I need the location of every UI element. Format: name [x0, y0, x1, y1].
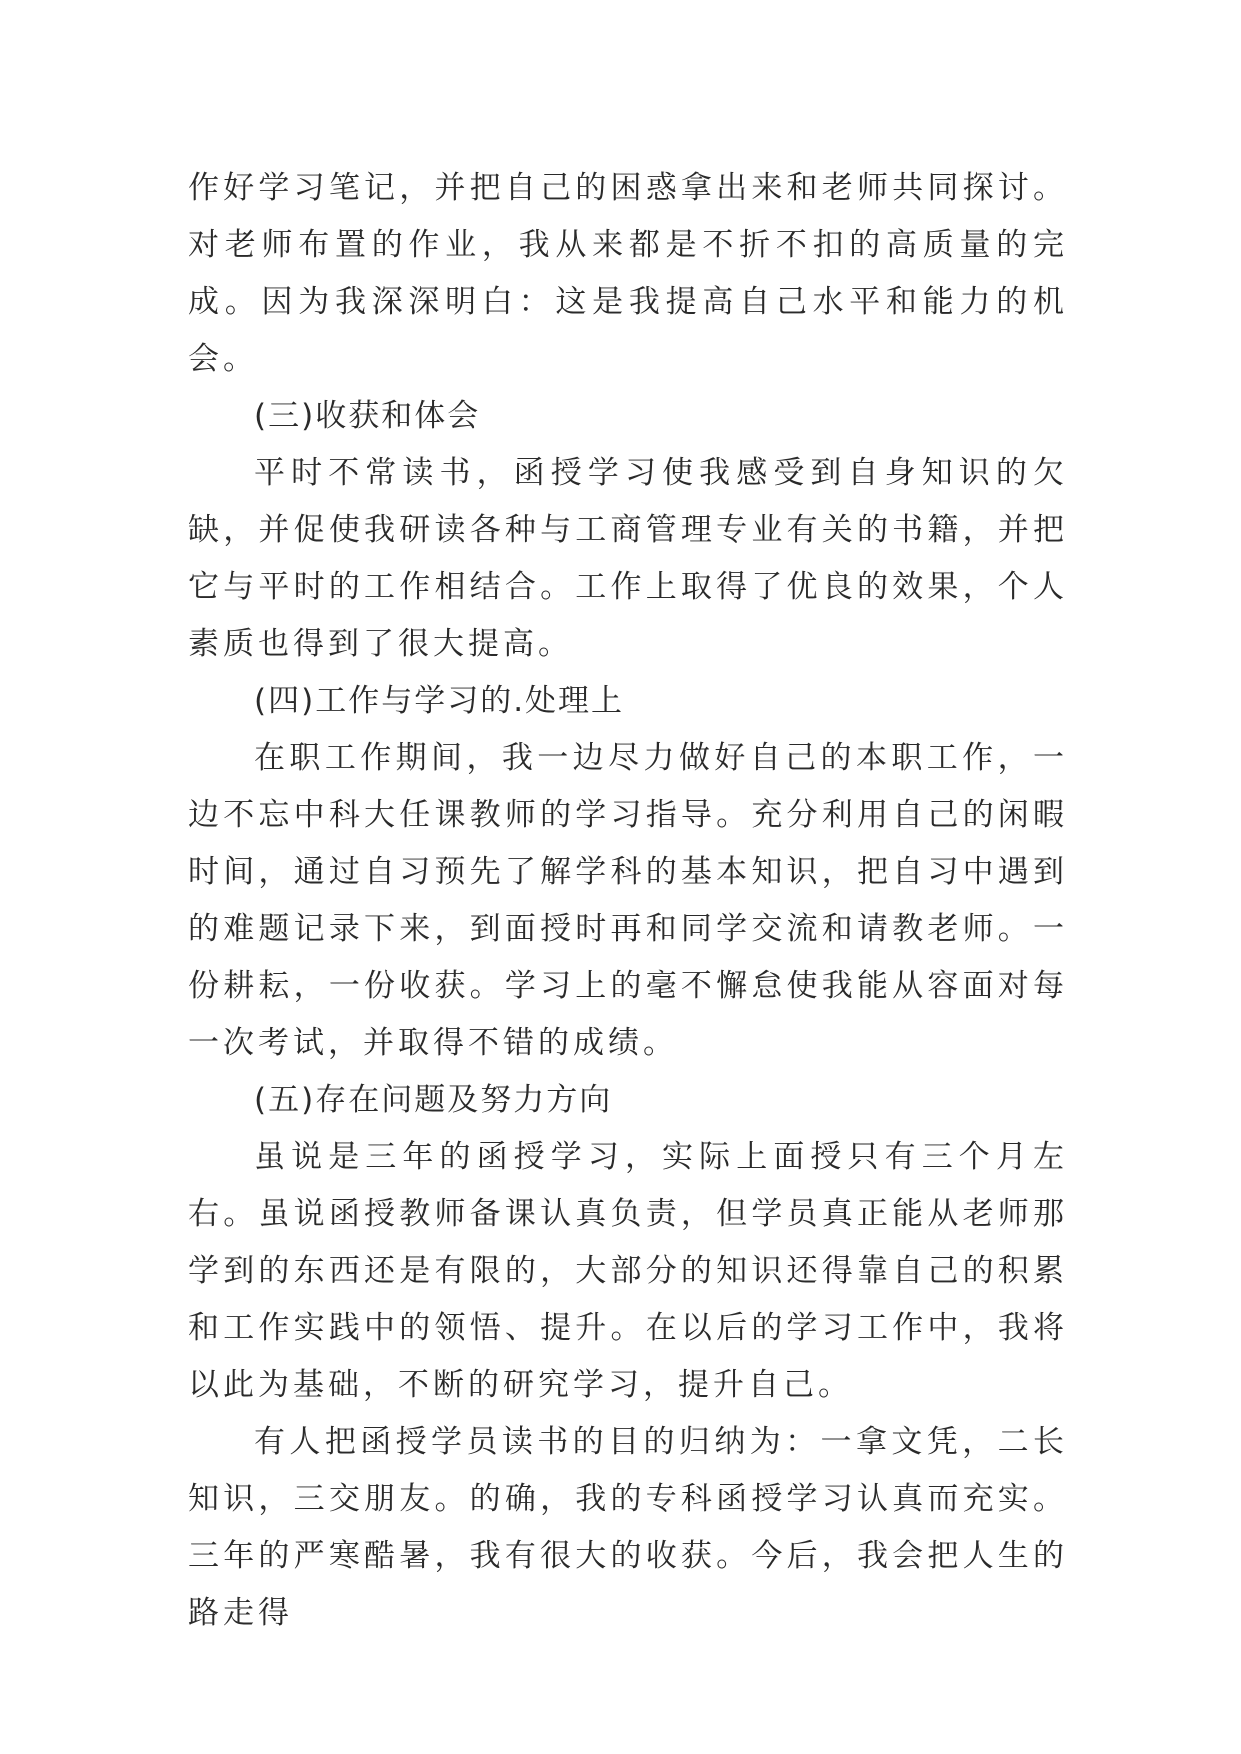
paragraph-problems: 虽说是三年的函授学习，实际上面授只有三个月左右。虽说函授教师备课认真负责，但学员真正能从老师那学到的东西还是有限的，大部分的知识还得靠自己的积累和工作实践中的领悟、提升。在以后的学习工作中，我将以此为基础，不断的研究学习，提升自己。	[188, 1139, 1068, 1403]
paragraph-work-study: 在职工作期间，我一边尽力做好自己的本职工作，一边不忘中科大任课教师的学习指导。充分利用自己的闲暇时间，通过自习预先了解学科的基本知识，把自习中遇到的难题记录下来，到面授时再和同学交流和请教老师。一份耕耘，一份收获。学习上的毫不懈怠使我能从容面对每一次考试，并取得不错的成绩。	[188, 740, 1068, 1061]
paragraph-harvest: 平时不常读书，函授学习使我感受到自身知识的欠缺，并促使我研读各种与工商管理专业有关的书籍，并把它与平时的工作相结合。工作上取得了优良的效果，个人素质也得到了很大提高。	[188, 455, 1068, 662]
section-heading-3: (三)收获和体会	[254, 398, 481, 434]
paragraph-conclusion: 有人把函授学员读书的目的归纳为：一拿文凭，二长知识，三交朋友。的确，我的专科函授学习认真而充实。三年的严寒酷暑，我有很大的收获。今后，我会把人生的路走得	[188, 1424, 1068, 1631]
paragraph-continuation: 作好学习笔记，并把自己的困惑拿出来和老师共同探讨。对老师布置的作业，我从来都是不折不扣的高质量的完成。因为我深深明白：这是我提高自己水平和能力的机会。	[188, 170, 1068, 377]
section-heading-4: (四)工作与学习的.处理上	[254, 683, 625, 719]
document-body	[188, 160, 1068, 1642]
section-heading-5: (五)存在问题及努力方向	[254, 1082, 613, 1118]
